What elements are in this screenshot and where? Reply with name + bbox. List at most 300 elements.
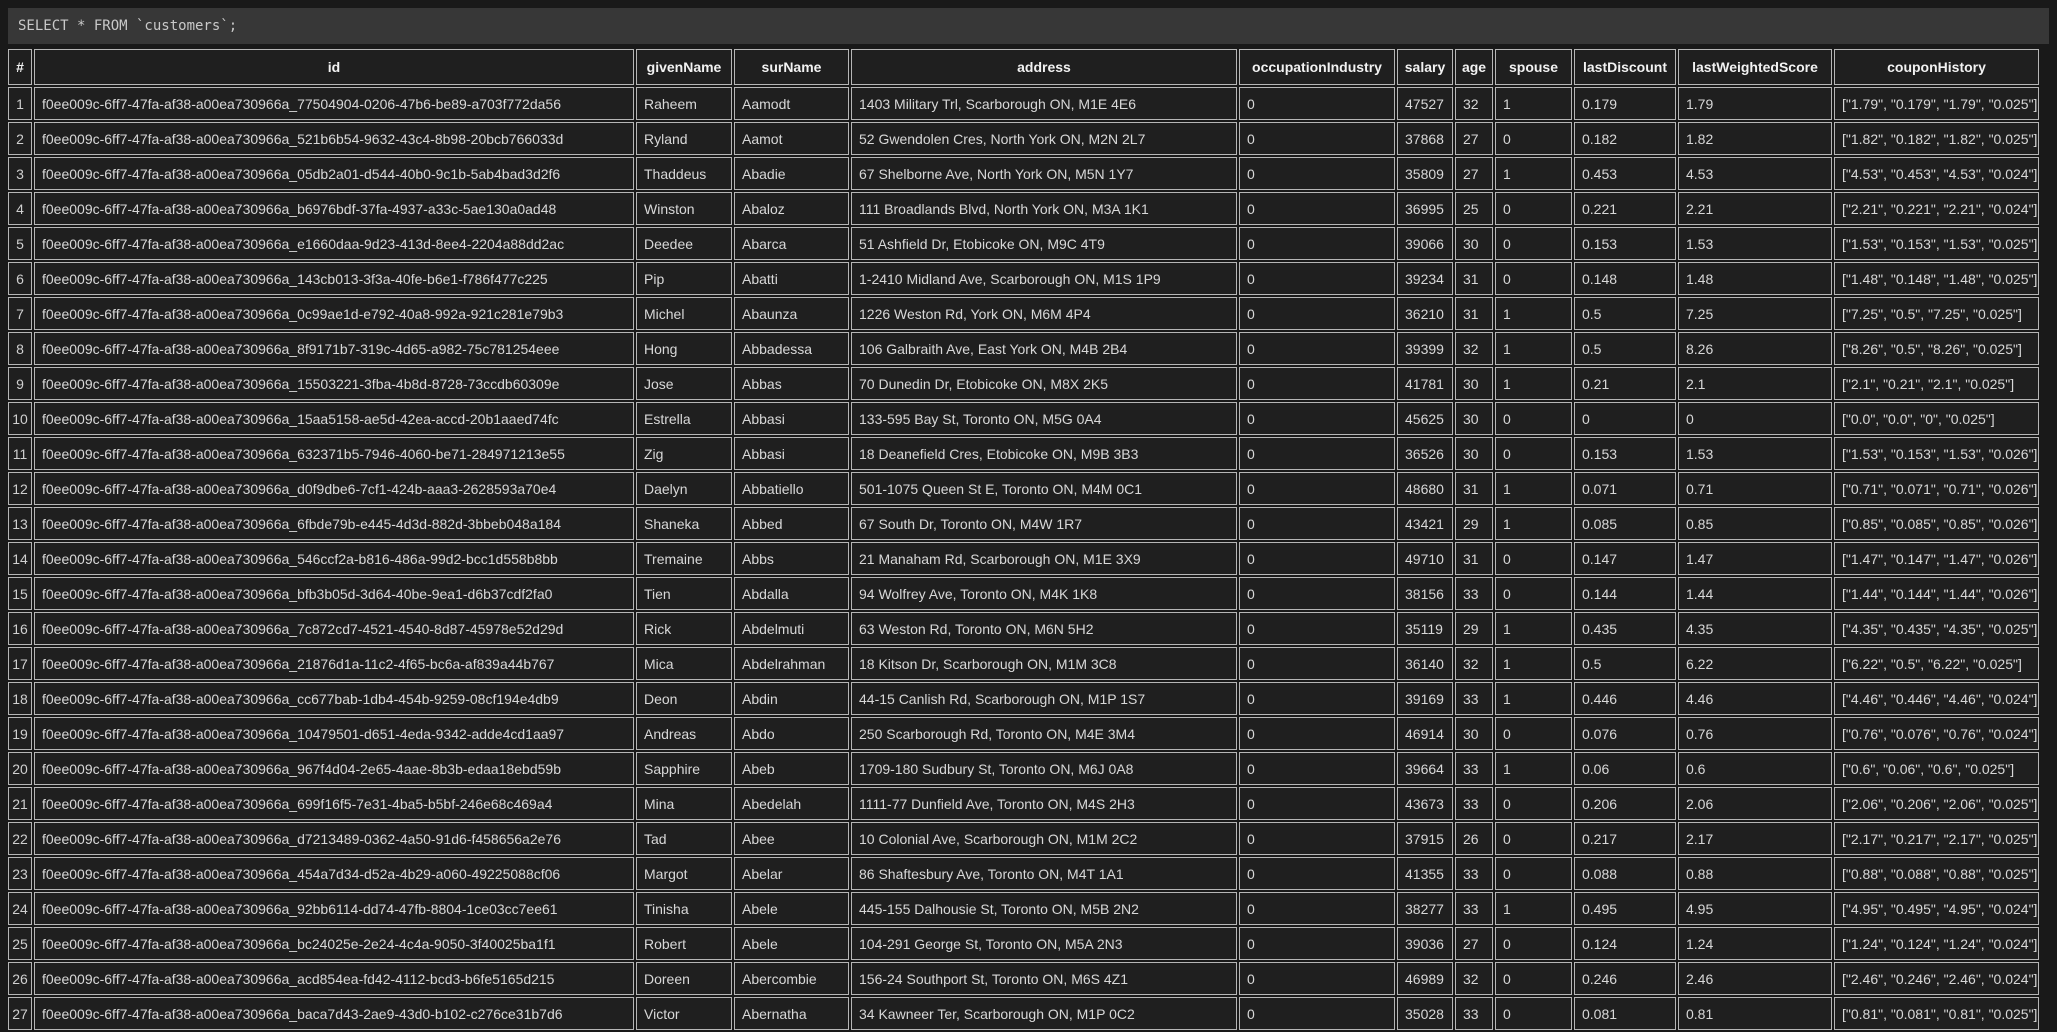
cell-occupationindustry[interactable]: 0	[1239, 542, 1395, 575]
cell-givenname[interactable]: Hong	[636, 332, 732, 365]
cell-address[interactable]: 21 Manaham Rd, Scarborough ON, M1E 3X9	[851, 542, 1237, 575]
cell-lastdiscount[interactable]: 0.5	[1574, 647, 1676, 680]
cell-lastweightedscore[interactable]: 6.22	[1678, 647, 1832, 680]
cell-occupationindustry[interactable]: 0	[1239, 752, 1395, 785]
cell-salary[interactable]: 45625	[1397, 402, 1453, 435]
cell-lastweightedscore[interactable]: 2.1	[1678, 367, 1832, 400]
cell-occupationindustry[interactable]: 0	[1239, 892, 1395, 925]
cell-lastweightedscore[interactable]: 1.82	[1678, 122, 1832, 155]
cell-id[interactable]: f0ee009c-6ff7-47fa-af38-a00ea730966a_21876d1a-11c2-4f65-bc6a-af839a44b767	[34, 647, 634, 680]
cell-couponhistory[interactable]: ["2.1", "0.21", "2.1", "0.025"]	[1834, 367, 2039, 400]
table-row[interactable]	[8, 857, 2039, 890]
cell-salary[interactable]: 47527	[1397, 87, 1453, 120]
cell-couponhistory[interactable]: ["0.6", "0.06", "0.6", "0.025"]	[1834, 752, 2039, 785]
cell-age[interactable]: 27	[1455, 122, 1493, 155]
table-row[interactable]	[8, 367, 2039, 400]
cell-address[interactable]: 34 Kawneer Ter, Scarborough ON, M1P 0C2	[851, 997, 1237, 1030]
table-row[interactable]	[8, 752, 2039, 785]
cell-surname[interactable]: Abdelrahman	[734, 647, 849, 680]
cell-lastdiscount[interactable]: 0.217	[1574, 822, 1676, 855]
cell-age[interactable]: 30	[1455, 402, 1493, 435]
cell-spouse[interactable]: 0	[1495, 997, 1572, 1030]
cell-id[interactable]: f0ee009c-6ff7-47fa-af38-a00ea730966a_7c872cd7-4521-4540-8d87-45978e52d29d	[34, 612, 634, 645]
cell-spouse[interactable]: 0	[1495, 577, 1572, 610]
cell-salary[interactable]: 41781	[1397, 367, 1453, 400]
cell-spouse[interactable]: 1	[1495, 507, 1572, 540]
cell-lastweightedscore[interactable]: 0	[1678, 402, 1832, 435]
cell-surname[interactable]: Abbed	[734, 507, 849, 540]
cell-age[interactable]: 30	[1455, 717, 1493, 750]
table-row[interactable]	[8, 822, 2039, 855]
row-number[interactable]: 18	[8, 682, 32, 715]
table-row[interactable]	[8, 437, 2039, 470]
cell-lastdiscount[interactable]: 0.153	[1574, 437, 1676, 470]
cell-lastdiscount[interactable]: 0.148	[1574, 262, 1676, 295]
cell-lastweightedscore[interactable]: 0.88	[1678, 857, 1832, 890]
row-number[interactable]: 7	[8, 297, 32, 330]
cell-age[interactable]: 33	[1455, 752, 1493, 785]
table-row[interactable]	[8, 192, 2039, 225]
cell-surname[interactable]: Abeb	[734, 752, 849, 785]
cell-salary[interactable]: 37868	[1397, 122, 1453, 155]
row-number[interactable]: 27	[8, 997, 32, 1030]
cell-id[interactable]: f0ee009c-6ff7-47fa-af38-a00ea730966a_05db2a01-d544-40b0-9c1b-5ab4bad3d2f6	[34, 157, 634, 190]
cell-address[interactable]: 111 Broadlands Blvd, North York ON, M3A 1K1	[851, 192, 1237, 225]
cell-lastweightedscore[interactable]: 4.46	[1678, 682, 1832, 715]
cell-age[interactable]: 33	[1455, 857, 1493, 890]
cell-spouse[interactable]: 1	[1495, 297, 1572, 330]
cell-surname[interactable]: Abbasi	[734, 402, 849, 435]
cell-salary[interactable]: 38277	[1397, 892, 1453, 925]
cell-lastweightedscore[interactable]: 0.71	[1678, 472, 1832, 505]
cell-address[interactable]: 67 Shelborne Ave, North York ON, M5N 1Y7	[851, 157, 1237, 190]
cell-salary[interactable]: 49710	[1397, 542, 1453, 575]
cell-occupationindustry[interactable]: 0	[1239, 577, 1395, 610]
cell-lastdiscount[interactable]: 0.221	[1574, 192, 1676, 225]
row-number[interactable]: 20	[8, 752, 32, 785]
cell-age[interactable]: 30	[1455, 437, 1493, 470]
cell-lastdiscount[interactable]: 0.088	[1574, 857, 1676, 890]
cell-givenname[interactable]: Winston	[636, 192, 732, 225]
cell-salary[interactable]: 48680	[1397, 472, 1453, 505]
cell-surname[interactable]: Abdo	[734, 717, 849, 750]
cell-id[interactable]: f0ee009c-6ff7-47fa-af38-a00ea730966a_521b6b54-9632-43c4-8b98-20bcb766033d	[34, 122, 634, 155]
cell-address[interactable]: 18 Kitson Dr, Scarborough ON, M1M 3C8	[851, 647, 1237, 680]
cell-couponhistory[interactable]: ["1.24", "0.124", "1.24", "0.024"]	[1834, 927, 2039, 960]
cell-salary[interactable]: 46989	[1397, 962, 1453, 995]
cell-address[interactable]: 106 Galbraith Ave, East York ON, M4B 2B4	[851, 332, 1237, 365]
cell-couponhistory[interactable]: ["0.81", "0.081", "0.81", "0.025"]	[1834, 997, 2039, 1030]
cell-spouse[interactable]: 1	[1495, 682, 1572, 715]
cell-age[interactable]: 26	[1455, 822, 1493, 855]
cell-couponhistory[interactable]: ["6.22", "0.5", "6.22", "0.025"]	[1834, 647, 2039, 680]
cell-occupationindustry[interactable]: 0	[1239, 227, 1395, 260]
cell-surname[interactable]: Abadie	[734, 157, 849, 190]
cell-id[interactable]: f0ee009c-6ff7-47fa-af38-a00ea730966a_77504904-0206-47b6-be89-a703f772da56	[34, 87, 634, 120]
table-row[interactable]	[8, 157, 2039, 190]
cell-age[interactable]: 32	[1455, 332, 1493, 365]
cell-lastdiscount[interactable]: 0.446	[1574, 682, 1676, 715]
row-number[interactable]: 5	[8, 227, 32, 260]
cell-address[interactable]: 51 Ashfield Dr, Etobicoke ON, M9C 4T9	[851, 227, 1237, 260]
row-number[interactable]: 6	[8, 262, 32, 295]
cell-address[interactable]: 156-24 Southport St, Toronto ON, M6S 4Z1	[851, 962, 1237, 995]
cell-givenname[interactable]: Tad	[636, 822, 732, 855]
cell-id[interactable]: f0ee009c-6ff7-47fa-af38-a00ea730966a_baca7d43-2ae9-43d0-b102-c276ce31b7d6	[34, 997, 634, 1030]
cell-address[interactable]: 44-15 Canlish Rd, Scarborough ON, M1P 1S7	[851, 682, 1237, 715]
row-number[interactable]: 1	[8, 87, 32, 120]
cell-spouse[interactable]: 0	[1495, 437, 1572, 470]
column-header-id[interactable]: id	[34, 49, 634, 85]
cell-spouse[interactable]: 1	[1495, 157, 1572, 190]
cell-id[interactable]: f0ee009c-6ff7-47fa-af38-a00ea730966a_b6976bdf-37fa-4937-a33c-5ae130a0ad48	[34, 192, 634, 225]
sql-query-input[interactable]: SELECT * FROM `customers`;	[8, 8, 2049, 44]
column-header-salary[interactable]: salary	[1397, 49, 1453, 85]
table-row[interactable]	[8, 892, 2039, 925]
cell-occupationindustry[interactable]: 0	[1239, 997, 1395, 1030]
row-number[interactable]: 16	[8, 612, 32, 645]
cell-givenname[interactable]: Rick	[636, 612, 732, 645]
cell-spouse[interactable]: 0	[1495, 857, 1572, 890]
cell-lastdiscount[interactable]: 0.495	[1574, 892, 1676, 925]
cell-lastdiscount[interactable]: 0.147	[1574, 542, 1676, 575]
cell-occupationindustry[interactable]: 0	[1239, 87, 1395, 120]
cell-couponhistory[interactable]: ["4.53", "0.453", "4.53", "0.024"]	[1834, 157, 2039, 190]
cell-age[interactable]: 31	[1455, 542, 1493, 575]
cell-age[interactable]: 29	[1455, 507, 1493, 540]
cell-lastdiscount[interactable]: 0.5	[1574, 297, 1676, 330]
cell-givenname[interactable]: Jose	[636, 367, 732, 400]
cell-id[interactable]: f0ee009c-6ff7-47fa-af38-a00ea730966a_15aa5158-ae5d-42ea-accd-20b1aaed74fc	[34, 402, 634, 435]
cell-address[interactable]: 10 Colonial Ave, Scarborough ON, M1M 2C2	[851, 822, 1237, 855]
cell-surname[interactable]: Abercombie	[734, 962, 849, 995]
cell-id[interactable]: f0ee009c-6ff7-47fa-af38-a00ea730966a_143cb013-3f3a-40fe-b6e1-f786f477c225	[34, 262, 634, 295]
cell-spouse[interactable]: 1	[1495, 752, 1572, 785]
column-header-couponhistory[interactable]: couponHistory	[1834, 49, 2039, 85]
cell-occupationindustry[interactable]: 0	[1239, 192, 1395, 225]
table-row[interactable]	[8, 612, 2039, 645]
cell-surname[interactable]: Abdin	[734, 682, 849, 715]
cell-lastdiscount[interactable]: 0	[1574, 402, 1676, 435]
cell-occupationindustry[interactable]: 0	[1239, 472, 1395, 505]
cell-couponhistory[interactable]: ["2.21", "0.221", "2.21", "0.024"]	[1834, 192, 2039, 225]
cell-id[interactable]: f0ee009c-6ff7-47fa-af38-a00ea730966a_967f4d04-2e65-4aae-8b3b-edaa18ebd59b	[34, 752, 634, 785]
cell-age[interactable]: 27	[1455, 927, 1493, 960]
table-row[interactable]	[8, 997, 2039, 1030]
cell-id[interactable]: f0ee009c-6ff7-47fa-af38-a00ea730966a_e1660daa-9d23-413d-8ee4-2204a88dd2ac	[34, 227, 634, 260]
table-row[interactable]	[8, 542, 2039, 575]
cell-occupationindustry[interactable]: 0	[1239, 122, 1395, 155]
cell-givenname[interactable]: Tinisha	[636, 892, 732, 925]
cell-lastweightedscore[interactable]: 4.35	[1678, 612, 1832, 645]
table-row[interactable]	[8, 507, 2039, 540]
cell-id[interactable]: f0ee009c-6ff7-47fa-af38-a00ea730966a_454a7d34-d52a-4b29-a060-49225088cf06	[34, 857, 634, 890]
cell-address[interactable]: 133-595 Bay St, Toronto ON, M5G 0A4	[851, 402, 1237, 435]
cell-id[interactable]: f0ee009c-6ff7-47fa-af38-a00ea730966a_632371b5-7946-4060-be71-284971213e55	[34, 437, 634, 470]
cell-address[interactable]: 1-2410 Midland Ave, Scarborough ON, M1S 1P9	[851, 262, 1237, 295]
cell-givenname[interactable]: Pip	[636, 262, 732, 295]
cell-givenname[interactable]: Estrella	[636, 402, 732, 435]
cell-givenname[interactable]: Thaddeus	[636, 157, 732, 190]
cell-address[interactable]: 18 Deanefield Cres, Etobicoke ON, M9B 3B3	[851, 437, 1237, 470]
cell-couponhistory[interactable]: ["1.48", "0.148", "1.48", "0.025"]	[1834, 262, 2039, 295]
row-number[interactable]: 26	[8, 962, 32, 995]
table-row[interactable]	[8, 787, 2039, 820]
cell-salary[interactable]: 35809	[1397, 157, 1453, 190]
cell-occupationindustry[interactable]: 0	[1239, 682, 1395, 715]
cell-couponhistory[interactable]: ["1.82", "0.182", "1.82", "0.025"]	[1834, 122, 2039, 155]
cell-age[interactable]: 33	[1455, 682, 1493, 715]
row-number[interactable]: 2	[8, 122, 32, 155]
cell-salary[interactable]: 41355	[1397, 857, 1453, 890]
cell-id[interactable]: f0ee009c-6ff7-47fa-af38-a00ea730966a_acd854ea-fd42-4112-bcd3-b6fe5165d215	[34, 962, 634, 995]
cell-surname[interactable]: Abele	[734, 892, 849, 925]
cell-lastdiscount[interactable]: 0.144	[1574, 577, 1676, 610]
cell-occupationindustry[interactable]: 0	[1239, 157, 1395, 190]
cell-lastweightedscore[interactable]: 4.95	[1678, 892, 1832, 925]
cell-salary[interactable]: 36995	[1397, 192, 1453, 225]
cell-id[interactable]: f0ee009c-6ff7-47fa-af38-a00ea730966a_d7213489-0362-4a50-91d6-f458656a2e76	[34, 822, 634, 855]
column-header-occupationindustry[interactable]: occupationIndustry	[1239, 49, 1395, 85]
row-number[interactable]: 10	[8, 402, 32, 435]
cell-salary[interactable]: 46914	[1397, 717, 1453, 750]
cell-spouse[interactable]: 1	[1495, 472, 1572, 505]
cell-id[interactable]: f0ee009c-6ff7-47fa-af38-a00ea730966a_546ccf2a-b816-486a-99d2-bcc1d558b8bb	[34, 542, 634, 575]
cell-lastweightedscore[interactable]: 0.85	[1678, 507, 1832, 540]
table-row[interactable]	[8, 577, 2039, 610]
cell-occupationindustry[interactable]: 0	[1239, 787, 1395, 820]
cell-occupationindustry[interactable]: 0	[1239, 822, 1395, 855]
cell-couponhistory[interactable]: ["1.53", "0.153", "1.53", "0.026"]	[1834, 437, 2039, 470]
cell-salary[interactable]: 37915	[1397, 822, 1453, 855]
cell-lastdiscount[interactable]: 0.085	[1574, 507, 1676, 540]
cell-surname[interactable]: Abele	[734, 927, 849, 960]
cell-age[interactable]: 32	[1455, 87, 1493, 120]
row-number[interactable]: 24	[8, 892, 32, 925]
cell-occupationindustry[interactable]: 0	[1239, 927, 1395, 960]
cell-givenname[interactable]: Sapphire	[636, 752, 732, 785]
cell-lastdiscount[interactable]: 0.435	[1574, 612, 1676, 645]
cell-lastweightedscore[interactable]: 1.53	[1678, 227, 1832, 260]
cell-id[interactable]: f0ee009c-6ff7-47fa-af38-a00ea730966a_cc677bab-1db4-454b-9259-08cf194e4db9	[34, 682, 634, 715]
cell-occupationindustry[interactable]: 0	[1239, 612, 1395, 645]
cell-surname[interactable]: Abbadessa	[734, 332, 849, 365]
cell-couponhistory[interactable]: ["4.95", "0.495", "4.95", "0.024"]	[1834, 892, 2039, 925]
cell-surname[interactable]: Abbs	[734, 542, 849, 575]
cell-age[interactable]: 31	[1455, 472, 1493, 505]
cell-address[interactable]: 70 Dunedin Dr, Etobicoke ON, M8X 2K5	[851, 367, 1237, 400]
cell-salary[interactable]: 38156	[1397, 577, 1453, 610]
cell-occupationindustry[interactable]: 0	[1239, 367, 1395, 400]
cell-address[interactable]: 94 Wolfrey Ave, Toronto ON, M4K 1K8	[851, 577, 1237, 610]
cell-salary[interactable]: 39066	[1397, 227, 1453, 260]
row-number[interactable]: 23	[8, 857, 32, 890]
row-number[interactable]: 19	[8, 717, 32, 750]
cell-lastdiscount[interactable]: 0.124	[1574, 927, 1676, 960]
column-header-address[interactable]: address	[851, 49, 1237, 85]
cell-surname[interactable]: Aamodt	[734, 87, 849, 120]
cell-spouse[interactable]: 0	[1495, 927, 1572, 960]
table-row[interactable]	[8, 472, 2039, 505]
column-header-row-number[interactable]: #	[8, 49, 32, 85]
cell-givenname[interactable]: Mica	[636, 647, 732, 680]
cell-lastweightedscore[interactable]: 2.21	[1678, 192, 1832, 225]
table-row[interactable]	[8, 262, 2039, 295]
cell-surname[interactable]: Abaunza	[734, 297, 849, 330]
column-header-lastweightedscore[interactable]: lastWeightedScore	[1678, 49, 1832, 85]
row-number[interactable]: 8	[8, 332, 32, 365]
cell-spouse[interactable]: 0	[1495, 192, 1572, 225]
cell-occupationindustry[interactable]: 0	[1239, 332, 1395, 365]
cell-lastweightedscore[interactable]: 8.26	[1678, 332, 1832, 365]
cell-lastdiscount[interactable]: 0.453	[1574, 157, 1676, 190]
cell-lastweightedscore[interactable]: 0.81	[1678, 997, 1832, 1030]
row-number[interactable]: 9	[8, 367, 32, 400]
cell-couponhistory[interactable]: ["2.17", "0.217", "2.17", "0.025"]	[1834, 822, 2039, 855]
cell-spouse[interactable]: 1	[1495, 892, 1572, 925]
cell-couponhistory[interactable]: ["7.25", "0.5", "7.25", "0.025"]	[1834, 297, 2039, 330]
cell-lastdiscount[interactable]: 0.21	[1574, 367, 1676, 400]
cell-lastweightedscore[interactable]: 1.53	[1678, 437, 1832, 470]
cell-address[interactable]: 86 Shaftesbury Ave, Toronto ON, M4T 1A1	[851, 857, 1237, 890]
cell-address[interactable]: 445-155 Dalhousie St, Toronto ON, M5B 2N2	[851, 892, 1237, 925]
cell-age[interactable]: 31	[1455, 297, 1493, 330]
cell-surname[interactable]: Abee	[734, 822, 849, 855]
cell-age[interactable]: 32	[1455, 962, 1493, 995]
cell-surname[interactable]: Abbatiello	[734, 472, 849, 505]
cell-lastdiscount[interactable]: 0.06	[1574, 752, 1676, 785]
row-number[interactable]: 11	[8, 437, 32, 470]
cell-surname[interactable]: Abelar	[734, 857, 849, 890]
cell-salary[interactable]: 39664	[1397, 752, 1453, 785]
column-header-lastdiscount[interactable]: lastDiscount	[1574, 49, 1676, 85]
table-row[interactable]	[8, 332, 2039, 365]
cell-couponhistory[interactable]: ["4.35", "0.435", "4.35", "0.025"]	[1834, 612, 2039, 645]
cell-lastdiscount[interactable]: 0.206	[1574, 787, 1676, 820]
row-number[interactable]: 14	[8, 542, 32, 575]
cell-lastdiscount[interactable]: 0.071	[1574, 472, 1676, 505]
cell-address[interactable]: 1226 Weston Rd, York ON, M6M 4P4	[851, 297, 1237, 330]
cell-lastweightedscore[interactable]: 2.17	[1678, 822, 1832, 855]
cell-address[interactable]: 67 South Dr, Toronto ON, M4W 1R7	[851, 507, 1237, 540]
cell-age[interactable]: 30	[1455, 227, 1493, 260]
cell-surname[interactable]: Abdalla	[734, 577, 849, 610]
cell-spouse[interactable]: 1	[1495, 612, 1572, 645]
cell-lastweightedscore[interactable]: 1.47	[1678, 542, 1832, 575]
cell-spouse[interactable]: 0	[1495, 402, 1572, 435]
cell-lastweightedscore[interactable]: 2.46	[1678, 962, 1832, 995]
cell-occupationindustry[interactable]: 0	[1239, 717, 1395, 750]
cell-couponhistory[interactable]: ["0.88", "0.088", "0.88", "0.025"]	[1834, 857, 2039, 890]
cell-surname[interactable]: Abbasi	[734, 437, 849, 470]
table-row[interactable]	[8, 717, 2039, 750]
row-number[interactable]: 15	[8, 577, 32, 610]
cell-occupationindustry[interactable]: 0	[1239, 507, 1395, 540]
column-header-spouse[interactable]: spouse	[1495, 49, 1572, 85]
row-number[interactable]: 21	[8, 787, 32, 820]
table-row[interactable]	[8, 87, 2039, 120]
cell-couponhistory[interactable]: ["2.06", "0.206", "2.06", "0.025"]	[1834, 787, 2039, 820]
table-row[interactable]	[8, 402, 2039, 435]
cell-spouse[interactable]: 0	[1495, 822, 1572, 855]
cell-givenname[interactable]: Victor	[636, 997, 732, 1030]
table-row[interactable]	[8, 122, 2039, 155]
cell-address[interactable]: 1403 Military Trl, Scarborough ON, M1E 4E6	[851, 87, 1237, 120]
cell-address[interactable]: 250 Scarborough Rd, Toronto ON, M4E 3M4	[851, 717, 1237, 750]
cell-age[interactable]: 27	[1455, 157, 1493, 190]
column-header-givenname[interactable]: givenName	[636, 49, 732, 85]
cell-givenname[interactable]: Raheem	[636, 87, 732, 120]
cell-salary[interactable]: 39169	[1397, 682, 1453, 715]
cell-givenname[interactable]: Doreen	[636, 962, 732, 995]
table-row[interactable]	[8, 647, 2039, 680]
row-number[interactable]: 22	[8, 822, 32, 855]
cell-lastweightedscore[interactable]: 1.24	[1678, 927, 1832, 960]
cell-salary[interactable]: 36140	[1397, 647, 1453, 680]
cell-couponhistory[interactable]: ["1.44", "0.144", "1.44", "0.026"]	[1834, 577, 2039, 610]
cell-givenname[interactable]: Andreas	[636, 717, 732, 750]
cell-age[interactable]: 25	[1455, 192, 1493, 225]
cell-address[interactable]: 52 Gwendolen Cres, North York ON, M2N 2L7	[851, 122, 1237, 155]
column-header-age[interactable]: age	[1455, 49, 1493, 85]
cell-salary[interactable]: 39399	[1397, 332, 1453, 365]
cell-surname[interactable]: Abarca	[734, 227, 849, 260]
cell-lastdiscount[interactable]: 0.246	[1574, 962, 1676, 995]
cell-occupationindustry[interactable]: 0	[1239, 962, 1395, 995]
cell-givenname[interactable]: Daelyn	[636, 472, 732, 505]
cell-id[interactable]: f0ee009c-6ff7-47fa-af38-a00ea730966a_d0f9dbe6-7cf1-424b-aaa3-2628593a70e4	[34, 472, 634, 505]
cell-age[interactable]: 33	[1455, 577, 1493, 610]
cell-spouse[interactable]: 0	[1495, 542, 1572, 575]
cell-id[interactable]: f0ee009c-6ff7-47fa-af38-a00ea730966a_bfb3b05d-3d64-40be-9ea1-d6b37cdf2fa0	[34, 577, 634, 610]
cell-age[interactable]: 31	[1455, 262, 1493, 295]
cell-spouse[interactable]: 0	[1495, 717, 1572, 750]
cell-surname[interactable]: Aamot	[734, 122, 849, 155]
cell-surname[interactable]: Abdelmuti	[734, 612, 849, 645]
cell-givenname[interactable]: Zig	[636, 437, 732, 470]
cell-age[interactable]: 29	[1455, 612, 1493, 645]
cell-couponhistory[interactable]: ["0.0", "0.0", "0", "0.025"]	[1834, 402, 2039, 435]
cell-id[interactable]: f0ee009c-6ff7-47fa-af38-a00ea730966a_10479501-d651-4eda-9342-adde4cd1aa97	[34, 717, 634, 750]
cell-givenname[interactable]: Shaneka	[636, 507, 732, 540]
cell-givenname[interactable]: Tien	[636, 577, 732, 610]
cell-salary[interactable]: 36526	[1397, 437, 1453, 470]
cell-id[interactable]: f0ee009c-6ff7-47fa-af38-a00ea730966a_0c99ae1d-e792-40a8-992a-921c281e79b3	[34, 297, 634, 330]
cell-surname[interactable]: Abbas	[734, 367, 849, 400]
cell-age[interactable]: 30	[1455, 367, 1493, 400]
cell-givenname[interactable]: Robert	[636, 927, 732, 960]
cell-id[interactable]: f0ee009c-6ff7-47fa-af38-a00ea730966a_15503221-3fba-4b8d-8728-73ccdb60309e	[34, 367, 634, 400]
cell-spouse[interactable]: 0	[1495, 227, 1572, 260]
cell-couponhistory[interactable]: ["4.46", "0.446", "4.46", "0.024"]	[1834, 682, 2039, 715]
table-row[interactable]	[8, 682, 2039, 715]
cell-occupationindustry[interactable]: 0	[1239, 857, 1395, 890]
cell-id[interactable]: f0ee009c-6ff7-47fa-af38-a00ea730966a_699f16f5-7e31-4ba5-b5bf-246e68c469a4	[34, 787, 634, 820]
cell-age[interactable]: 33	[1455, 787, 1493, 820]
table-row[interactable]	[8, 927, 2039, 960]
column-header-surname[interactable]: surName	[734, 49, 849, 85]
cell-surname[interactable]: Abatti	[734, 262, 849, 295]
table-row[interactable]	[8, 227, 2039, 260]
cell-givenname[interactable]: Deedee	[636, 227, 732, 260]
cell-lastweightedscore[interactable]: 1.44	[1678, 577, 1832, 610]
cell-salary[interactable]: 39036	[1397, 927, 1453, 960]
cell-occupationindustry[interactable]: 0	[1239, 402, 1395, 435]
cell-spouse[interactable]: 1	[1495, 367, 1572, 400]
cell-lastweightedscore[interactable]: 0.76	[1678, 717, 1832, 750]
cell-lastdiscount[interactable]: 0.081	[1574, 997, 1676, 1030]
cell-age[interactable]: 33	[1455, 892, 1493, 925]
